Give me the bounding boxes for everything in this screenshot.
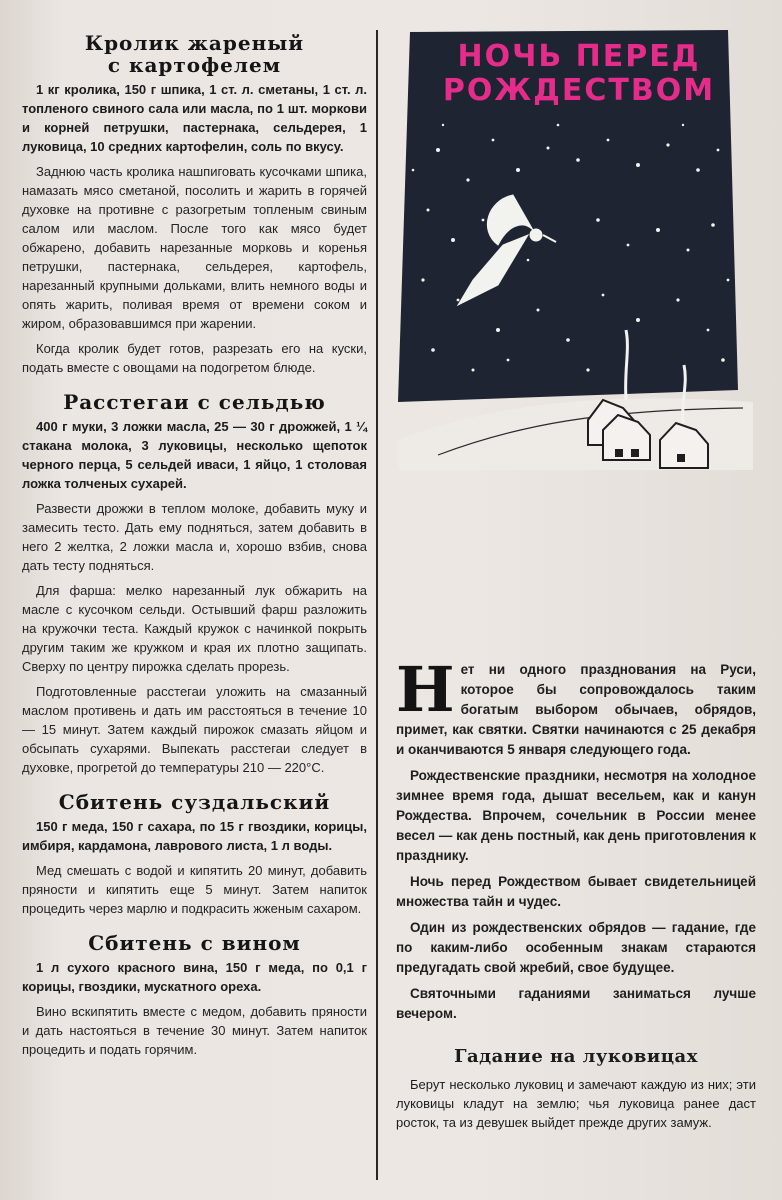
recipe-sbiten-wine: [22, 932, 367, 1059]
recipe-step: Подготовленные расстегаи уложить на смазанный маслом противень и дать им расстояться в течение 10 — 15 минут. Затем каждый пирожок смазать яйцом и обсыпать сухарями. Выпекать расстегаи следует в духовке, прогретой до температуры 210 — 220°С.: [22, 684, 367, 775]
recipe-ingredients: 1 л сухого красного вина, 150 г меда, по 0,1 г корицы, гвоздики, мускатного ореха.: [22, 960, 367, 994]
christmas-night-illustration: [398, 30, 753, 470]
headline-line1: НОЧЬ ПЕРЕД: [457, 39, 701, 74]
column-divider: [376, 30, 378, 1180]
article-paragraph: Ночь перед Рождеством бывает свидетельницей множества тайн и чудес.: [396, 874, 756, 909]
feature-column: [396, 30, 756, 1132]
fortune-telling-text: Берут несколько луковиц и замечают каждую из них; эти луковицы кладут на землю; чья луковица ранее даст росток, та из девушек выйдет прежде других замуж.: [396, 1077, 756, 1130]
recipe-rasstegai: [22, 391, 367, 777]
article-paragraph: Один из рождественских обрядов — гадание, где по каким-либо особенным знакам стараются предугадать свой жребий, свое будущее.: [396, 920, 756, 975]
drop-cap: Н: [396, 653, 455, 726]
recipe-step: Мед смешать с водой и кипятить 20 минут, добавить пряности и кипятить еще 5 минут. Затем напиток процедить через марлю и подкрасить жженым сахаром.: [22, 863, 367, 916]
recipe-step: Когда кролик будет готов, разрезать его на куски, подать вместе с овощами на подогретом блюде.: [22, 341, 367, 375]
recipe-ingredients: 1 кг кролика, 150 г шпика, 1 ст. л. сметаны, 1 ст. л. топленого свиного сала или масла, по 1 шт. моркови и корней петрушки, пастернака, сельдерея, 1 луковица, 10 средних картофелин, соль по вкусу.: [22, 82, 367, 154]
feature-headline: [434, 40, 724, 108]
recipe-title: Расстегаи с сельдью: [63, 390, 326, 414]
recipe-step: Для фарша: мелко нарезанный лук обжарить на масле с кусочком сельди. Остывший фарш разложить на кружочки теста. Каждый кружок с начинкой покрыть другим таким же кружком и края их плотно защипать. Сверху по центру пирожка сделать прорезь.: [22, 583, 367, 674]
article-paragraph: Рождественские праздники, несмотря на холодное зимнее время года, дышат весельем, как и канун Рождества. Впрочем, сочельник в России менее весел — как день постный, как день приготовления к празднику.: [396, 768, 756, 863]
feature-article: [396, 653, 756, 1132]
recipe-step: Вино вскипятить вместе с медом, добавить пряности и дать настояться в течение 30 минут. Затем напиток процедить и подать горячим.: [22, 1004, 367, 1057]
recipe-sbiten-suzdal: [22, 791, 367, 918]
recipe-title: [22, 32, 367, 76]
recipe-rabbit: [22, 32, 367, 377]
article-lead: [396, 653, 756, 760]
lead-text: ет ни одного празднования на Руси, которое бы сопровождалось таким богатым выбором обычаев, обрядов, примет, как святки. Святки начинаются с 25 декабря и оканчиваются 5 января следующего года.: [396, 662, 756, 757]
article-paragraph: Святочными гаданиями заниматься лучше вечером.: [396, 986, 756, 1021]
headline-line2: РОЖДЕСТВОМ: [442, 73, 716, 108]
recipe-title: Сбитень суздальский: [58, 790, 331, 814]
recipe-step: Развести дрожжи в теплом молоке, добавить муку и замесить тесто. Дать ему подняться, затем добавить в него 2 желтка, 2 ложки масла и, хорошо взбив, снова дать тесту подняться.: [22, 501, 367, 573]
fortune-telling-title: Гадание на луковицах: [454, 1046, 698, 1067]
recipe-title: Сбитень с вином: [88, 931, 301, 955]
recipe-ingredients: 400 г муки, 3 ложки масла, 25 — 30 г дрожжей, 1 ¼ стакана молока, 3 луковицы, несколько щепоток черного перца, 5 сельдей иваси, 1 яйцо, 1 столовая ложка толченых сухарей.: [22, 419, 367, 491]
recipe-title-line2: с картофелем: [107, 53, 282, 77]
recipe-step: Заднюю часть кролика нашпиговать кусочками шпика, намазать мясо сметаной, посолить и жарить в горячей духовке на противне с разогретым топленым свиным салом или маслом. После того как мясо будет обжарено, добавить нарезанные морковь и коренья петрушки, пастернака, сельдерея, картофель, нарезанный крупными дольками, влить немного воды и опять жарить, поливая время от времени соком и жиром, образовавшимся при жарении.: [22, 164, 367, 331]
recipe-title-line1: Кролик жареный: [84, 31, 305, 55]
recipe-ingredients: 150 г меда, 150 г сахара, по 15 г гвоздики, корицы, имбиря, кардамона, лаврового листа, 1 л воды.: [22, 819, 367, 853]
recipes-column: [22, 32, 367, 1073]
